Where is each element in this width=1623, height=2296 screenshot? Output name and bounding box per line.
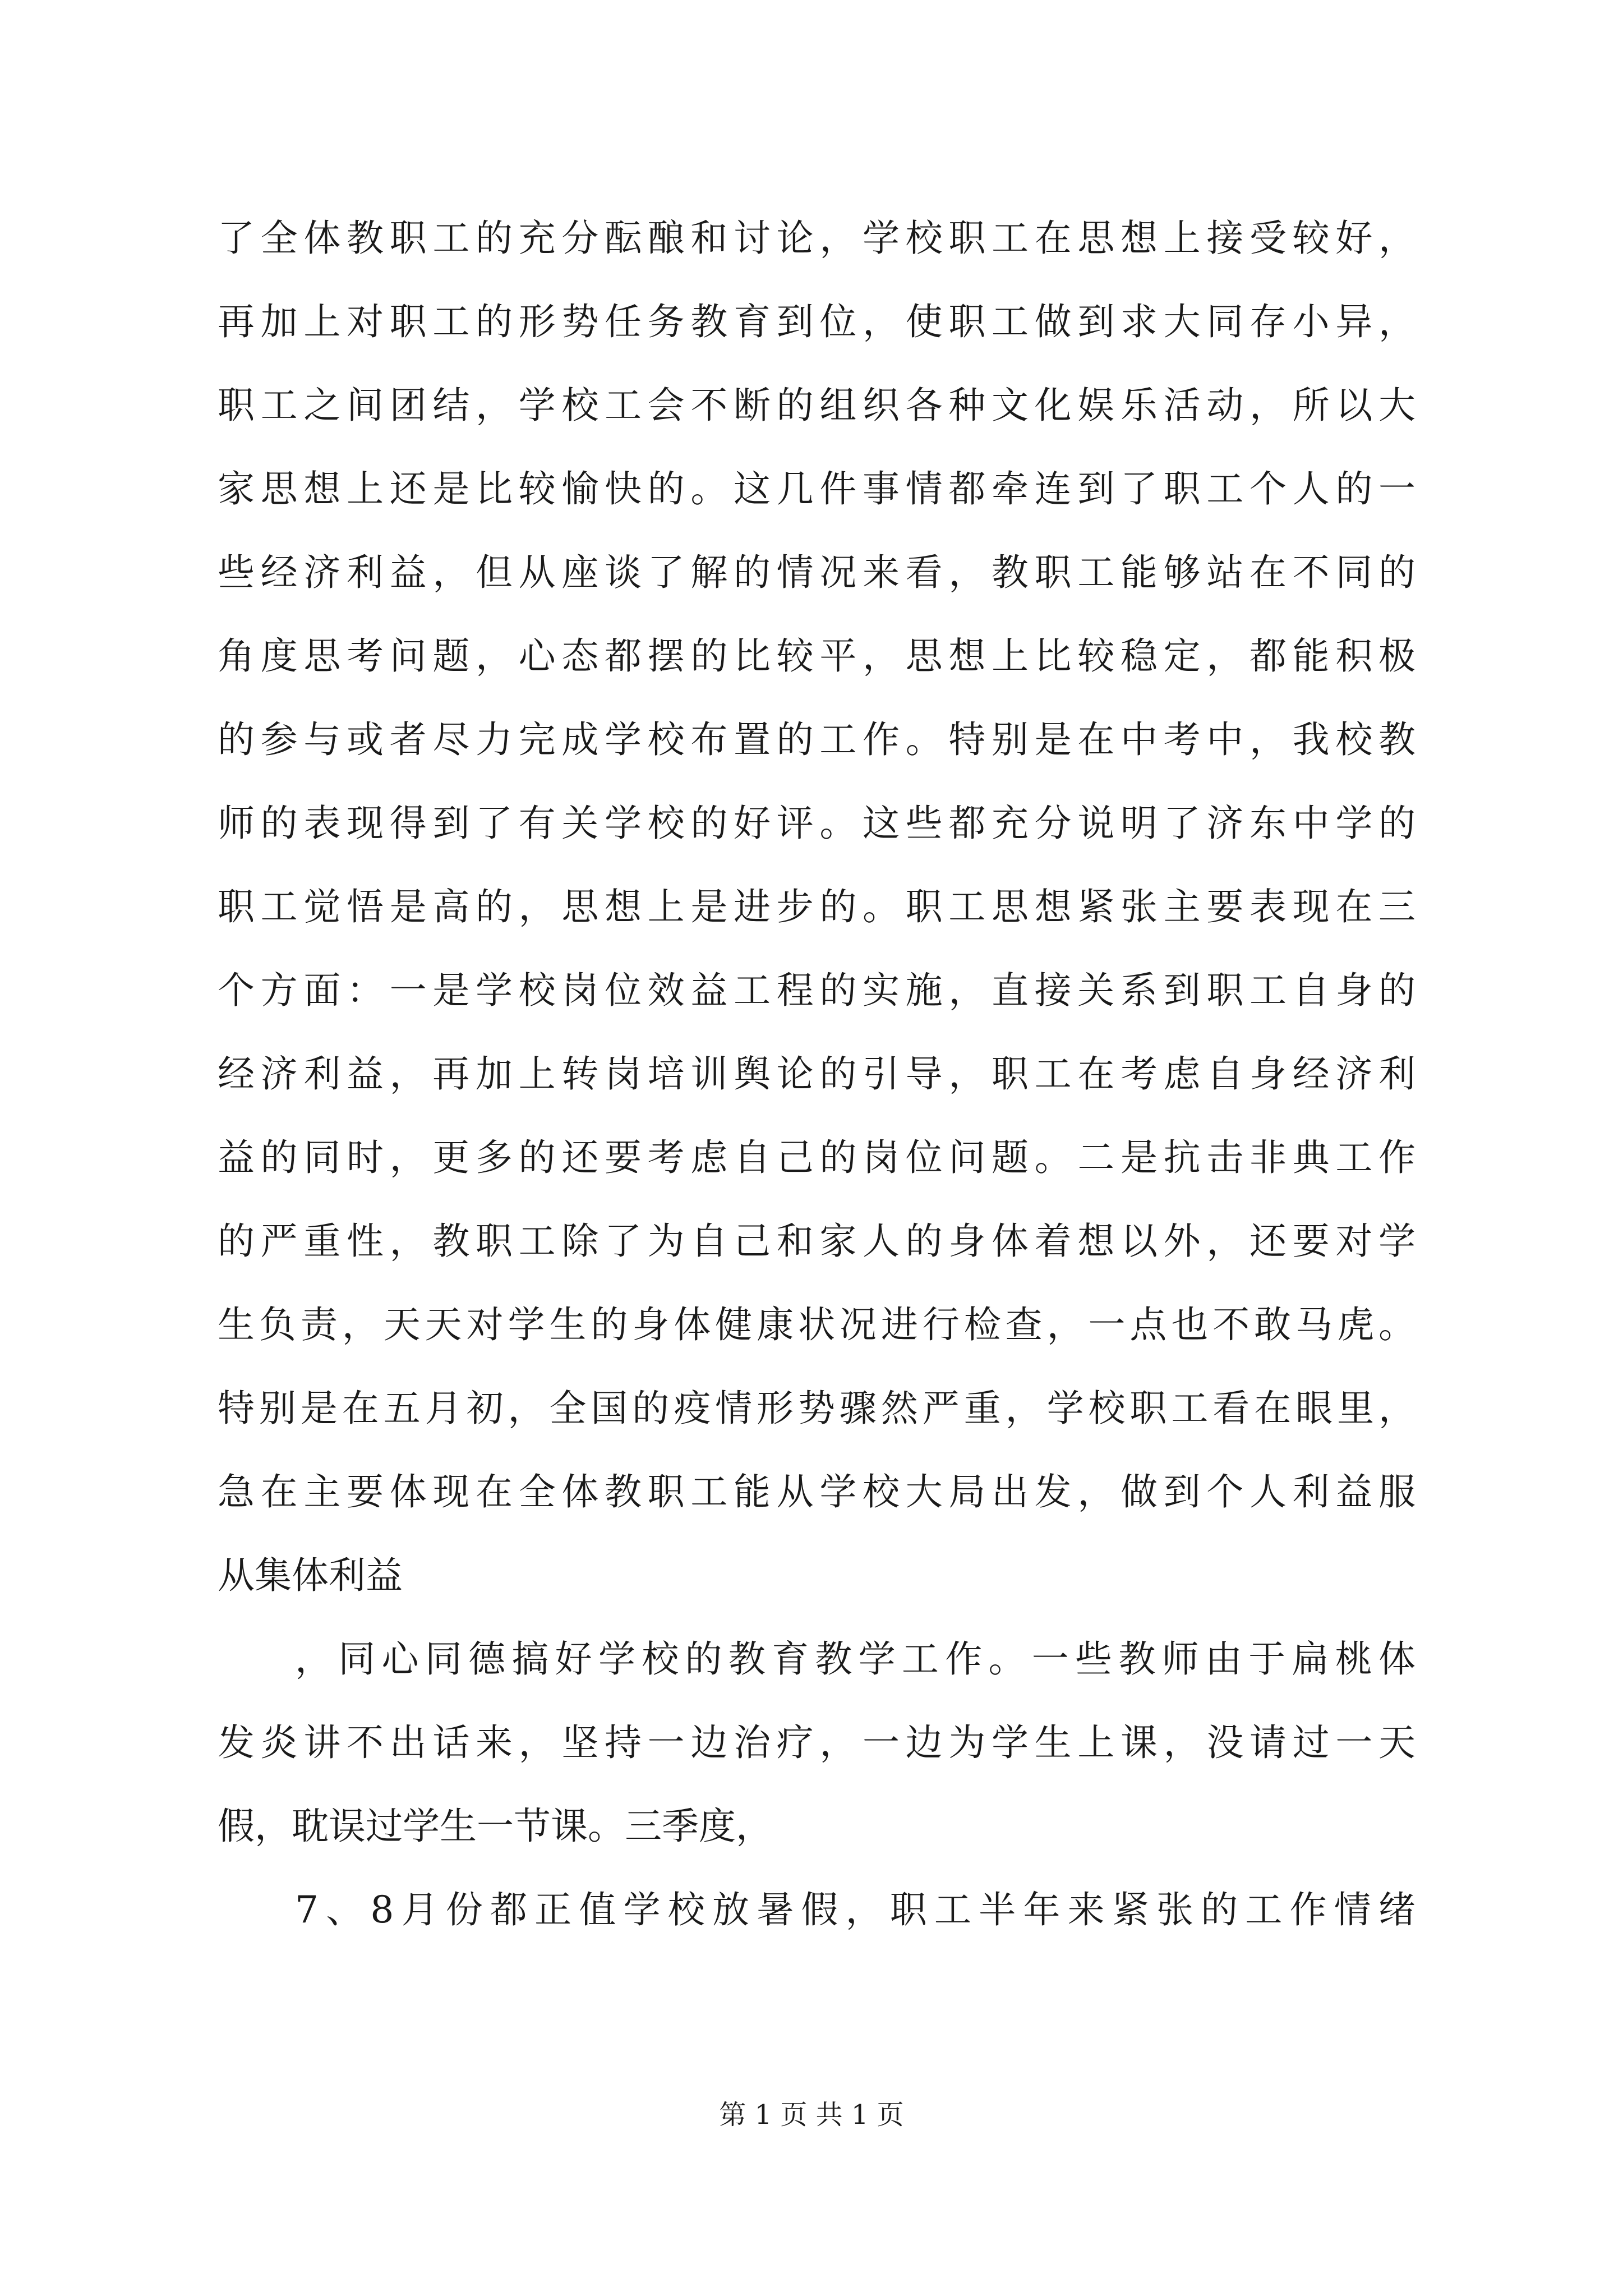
text-line: 师的表现得到了有关学校的好评。这些都充分说明了济东中学的: [218, 802, 1415, 845]
text-line: 个方面：一是学校岗位效益工程的实施，直接关系到职工自身的: [218, 969, 1415, 1012]
text-line: 发炎讲不出话来，坚持一边治疗，一边为学生上课，没请过一天: [218, 1721, 1415, 1764]
text-line: 急在主要体现在全体教职工能从学校大局出发，做到个人利益服: [218, 1470, 1415, 1513]
text-line: 些经济利益，但从座谈了解的情况来看，教职工能够站在不同的: [218, 551, 1415, 594]
text-line: 7、8月份都正值学校放暑假，职工半年来紧张的工作情绪: [295, 1888, 1415, 1931]
text-line: 职工觉悟是高的，思想上是进步的。职工思想紧张主要表现在三: [218, 885, 1415, 928]
text-line: 特别是在五月初，全国的疫情形势骤然严重，学校职工看在眼里，: [218, 1387, 1415, 1430]
text-line: 从集体利益: [218, 1554, 403, 1597]
text-line: 再加上对职工的形势任务教育到位，使职工做到求大同存小异，: [218, 300, 1415, 343]
text-line: ，同心同德搞好学校的教育教学工作。一些教师由于扁桃体: [295, 1637, 1415, 1681]
text-line: 角度思考问题，心态都摆的比较平，思想上比较稳定，都能积极: [218, 634, 1415, 678]
text-line: 经济利益，再加上转岗培训舆论的引导，职工在考虑自身经济利: [218, 1052, 1415, 1096]
text-line: 益的同时，更多的还要考虑自己的岗位问题。二是抗击非典工作: [218, 1136, 1415, 1179]
text-line: 的参与或者尽力完成学校布置的工作。特别是在中考中，我校教: [218, 718, 1415, 761]
text-line: 家思想上还是比较愉快的。这几件事情都牵连到了职工个人的一: [218, 467, 1415, 510]
text-line: 的严重性，教职工除了为自己和家人的身体着想以外，还要对学: [218, 1220, 1415, 1263]
text-line: 职工之间团结，学校工会不断的组织各种文化娱乐活动，所以大: [218, 384, 1415, 427]
page-footer: 第 1 页 共 1 页: [719, 2099, 904, 2131]
text-line: 了全体教职工的充分酝酿和讨论，学校职工在思想上接受较好，: [218, 217, 1415, 260]
text-line: 假，耽误过学生一节课。三季度，: [218, 1805, 773, 1848]
text-line: 生负责，天天对学生的身体健康状况进行检查，一点也不敢马虎。: [218, 1303, 1415, 1346]
